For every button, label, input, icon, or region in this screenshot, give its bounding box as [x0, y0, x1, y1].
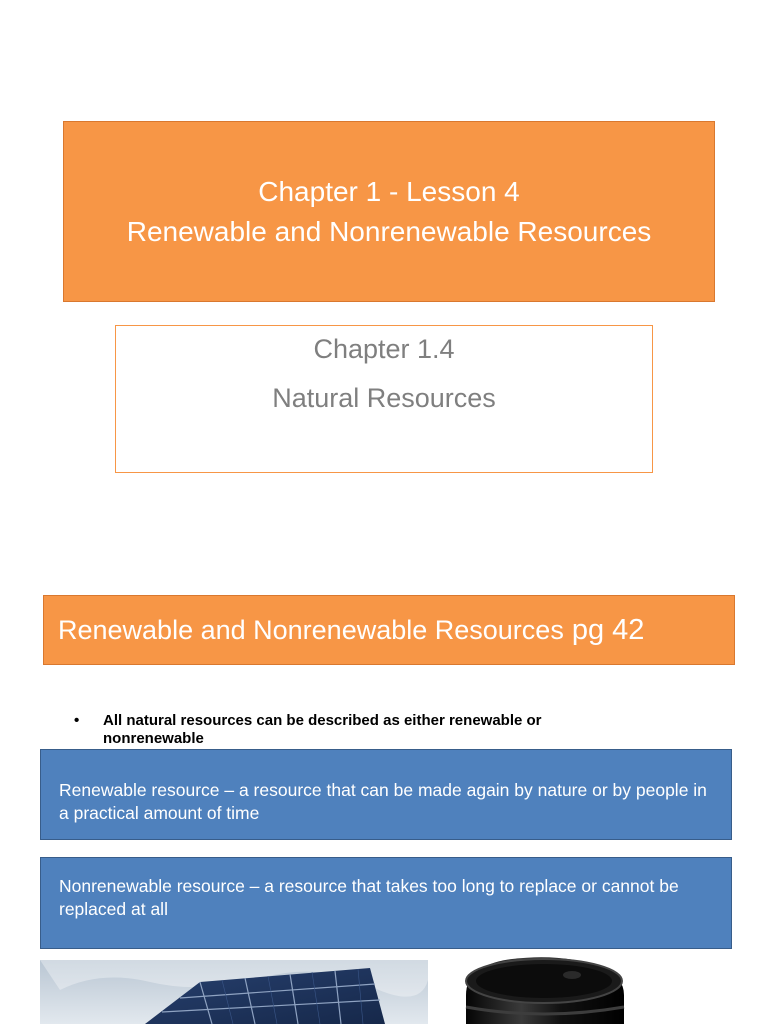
nonrenewable-definition-box	[40, 857, 732, 949]
lesson-subtitle: Renewable and Nonrenewable Resources	[126, 215, 652, 247]
solar-panel-image	[40, 960, 428, 1024]
chapter-box	[115, 325, 653, 473]
oil-barrel-image	[452, 955, 652, 1024]
chapter-topic: Natural Resources	[272, 383, 496, 413]
title-slide-box	[63, 121, 715, 302]
renewable-definition: Renewable resource – a resource that can be made again by nature or by people in a practical amount of time	[59, 780, 707, 823]
renewable-definition-box	[40, 749, 732, 840]
lesson-title: Chapter 1 - Lesson 4	[258, 175, 520, 207]
bullet-text: All natural resources can be described as either renewable or nonrenewable	[103, 712, 542, 747]
slide-heading-text: Renewable and Nonrenewable Resources	[58, 614, 564, 645]
slide-heading	[43, 595, 735, 665]
nonrenewable-definition: Nonrenewable resource – a resource that takes too long to replace or cannot be replaced at all	[59, 876, 679, 919]
solar-panel-icon	[40, 960, 428, 1024]
chapter-number: Chapter 1.4	[313, 334, 455, 364]
bullet-icon: •	[74, 712, 80, 729]
oil-barrel-icon	[452, 955, 652, 1024]
page-reference: pg 42	[571, 613, 645, 646]
